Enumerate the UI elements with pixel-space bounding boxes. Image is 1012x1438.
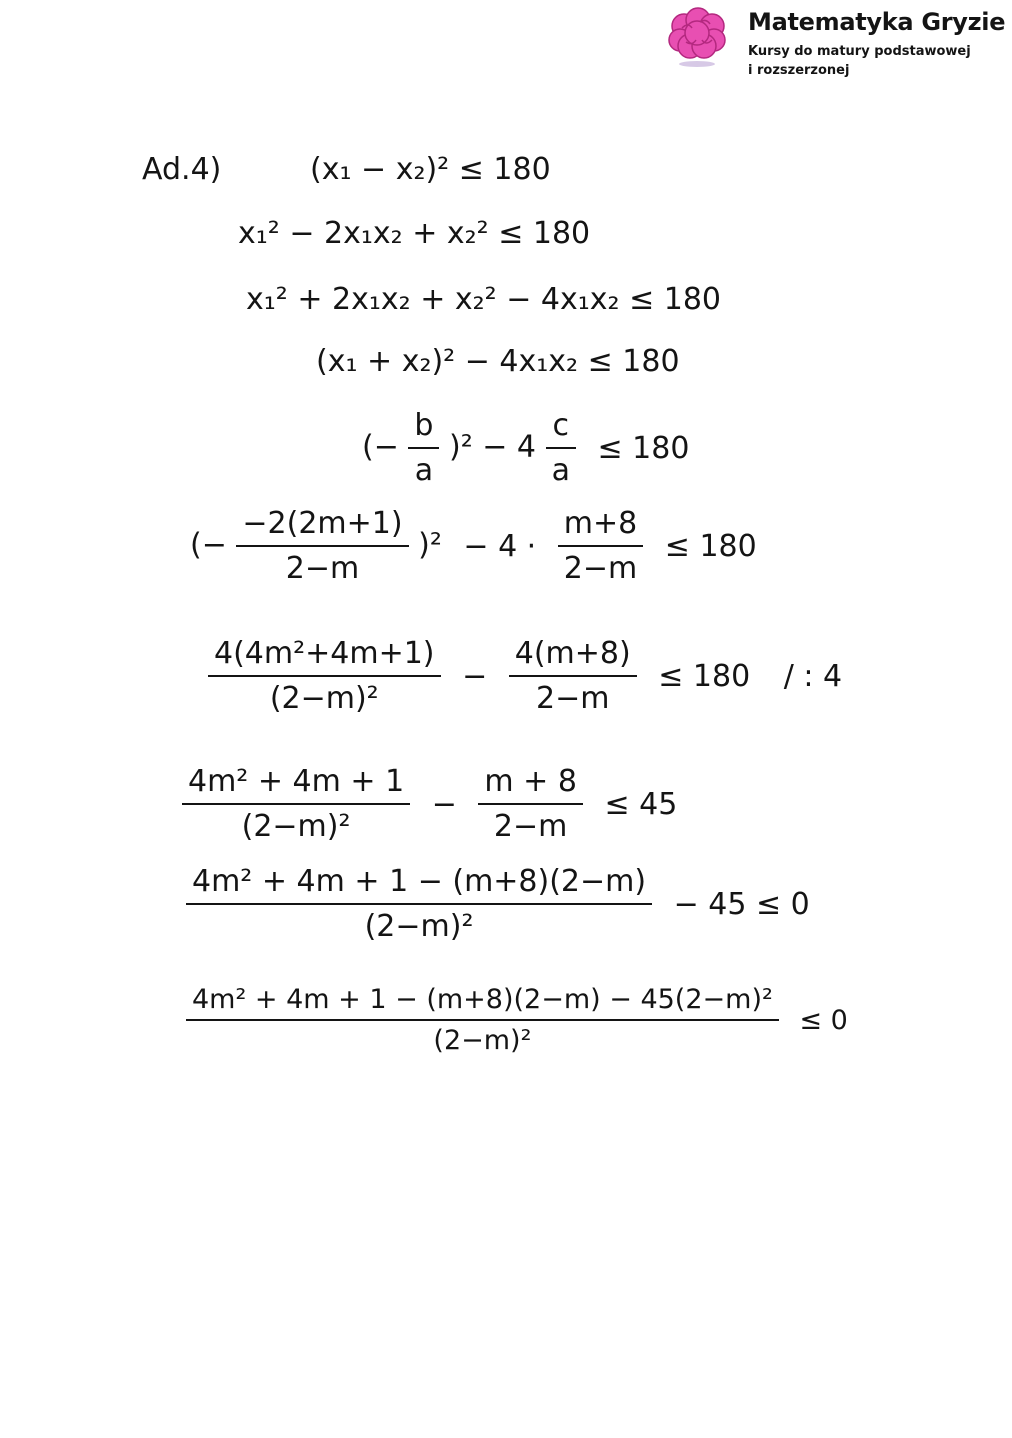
- step-6-rhs: ≤ 180: [664, 528, 757, 564]
- brain-icon: [664, 6, 730, 68]
- step-6-fraction-1: [236, 506, 408, 586]
- step-5-fraction-b-a: [408, 408, 439, 488]
- step-5-open: (−: [362, 429, 399, 465]
- step-10: [186, 984, 860, 1056]
- brand-title: Matematyka Gryzie: [748, 8, 1006, 36]
- brand-subtitle-line1: Kursy do matury podstawowej: [748, 44, 971, 59]
- fraction-denominator: (2−m)²: [433, 1025, 532, 1056]
- fraction-numerator: 4(m+8): [514, 636, 631, 671]
- fraction-numerator: b: [414, 408, 434, 443]
- step-10-fraction: [186, 984, 779, 1056]
- step-6-open: (−: [190, 527, 227, 563]
- fraction-denominator: 2−m: [563, 551, 638, 586]
- step-6: [190, 506, 769, 586]
- step-3: x₁² + 2x₁x₂ + x₂² − 4x₁x₂ ≤ 180: [246, 282, 722, 317]
- step-7-note: / : 4: [783, 658, 843, 694]
- fraction-numerator: m+8: [563, 506, 638, 541]
- step-5: [362, 408, 701, 488]
- step-5-rhs: ≤ 180: [597, 430, 690, 466]
- step-10-rhs: ≤ 0: [799, 1004, 848, 1036]
- fraction-numerator: 4(4m²+4m+1): [214, 636, 435, 671]
- step-8-rhs: ≤ 45: [604, 786, 678, 822]
- fraction-numerator: m + 8: [484, 764, 577, 799]
- step-5-close: )² − 4: [448, 429, 537, 465]
- step-8-fraction-2: [478, 764, 583, 844]
- fraction-numerator: 4m² + 4m + 1 − (m+8)(2−m) − 45(2−m)²: [192, 984, 773, 1015]
- step-6-close: )²: [418, 527, 442, 563]
- fraction-denominator: (2−m)²: [364, 909, 474, 944]
- exercise-label: Ad.4): [142, 152, 222, 187]
- brand-header: [664, 4, 1004, 84]
- step-7-fraction-1: [208, 636, 441, 716]
- fraction-denominator: 2−m: [285, 551, 360, 586]
- step-7-operator: −: [462, 658, 488, 694]
- step-9: [186, 864, 822, 944]
- fraction-denominator: a: [551, 453, 570, 488]
- fraction-numerator: 4m² + 4m + 1: [188, 764, 405, 799]
- step-9-fraction: [186, 864, 652, 944]
- step-6-operator: − 4 ·: [463, 528, 537, 564]
- brand-subtitle-line2: i rozszerzonej: [748, 63, 850, 78]
- step-7-fraction-2: [509, 636, 637, 716]
- step-4: (x₁ + x₂)² − 4x₁x₂ ≤ 180: [316, 344, 680, 379]
- step-1: (x₁ − x₂)² ≤ 180: [310, 152, 551, 187]
- fraction-numerator: −2(2m+1): [242, 506, 403, 541]
- fraction-denominator: 2−m: [536, 681, 610, 716]
- step-8: [182, 764, 689, 844]
- step-7-rhs: ≤ 180: [658, 658, 751, 694]
- fraction-numerator: 4m² + 4m + 1 − (m+8)(2−m): [192, 864, 647, 899]
- fraction-denominator: (2−m)²: [269, 681, 379, 716]
- fraction-denominator: 2−m: [493, 809, 568, 844]
- fraction-numerator: c: [552, 408, 569, 443]
- brand-subtitle: [748, 42, 971, 80]
- step-6-fraction-2: [558, 506, 643, 586]
- step-9-rhs: − 45 ≤ 0: [673, 886, 810, 922]
- fraction-denominator: a: [414, 453, 434, 488]
- step-8-operator: −: [431, 786, 457, 822]
- fraction-denominator: (2−m)²: [241, 809, 351, 844]
- step-5-fraction-c-a: [546, 408, 576, 488]
- step-8-fraction-1: [182, 764, 410, 844]
- step-7: [208, 636, 854, 716]
- step-2: x₁² − 2x₁x₂ + x₂² ≤ 180: [238, 216, 591, 251]
